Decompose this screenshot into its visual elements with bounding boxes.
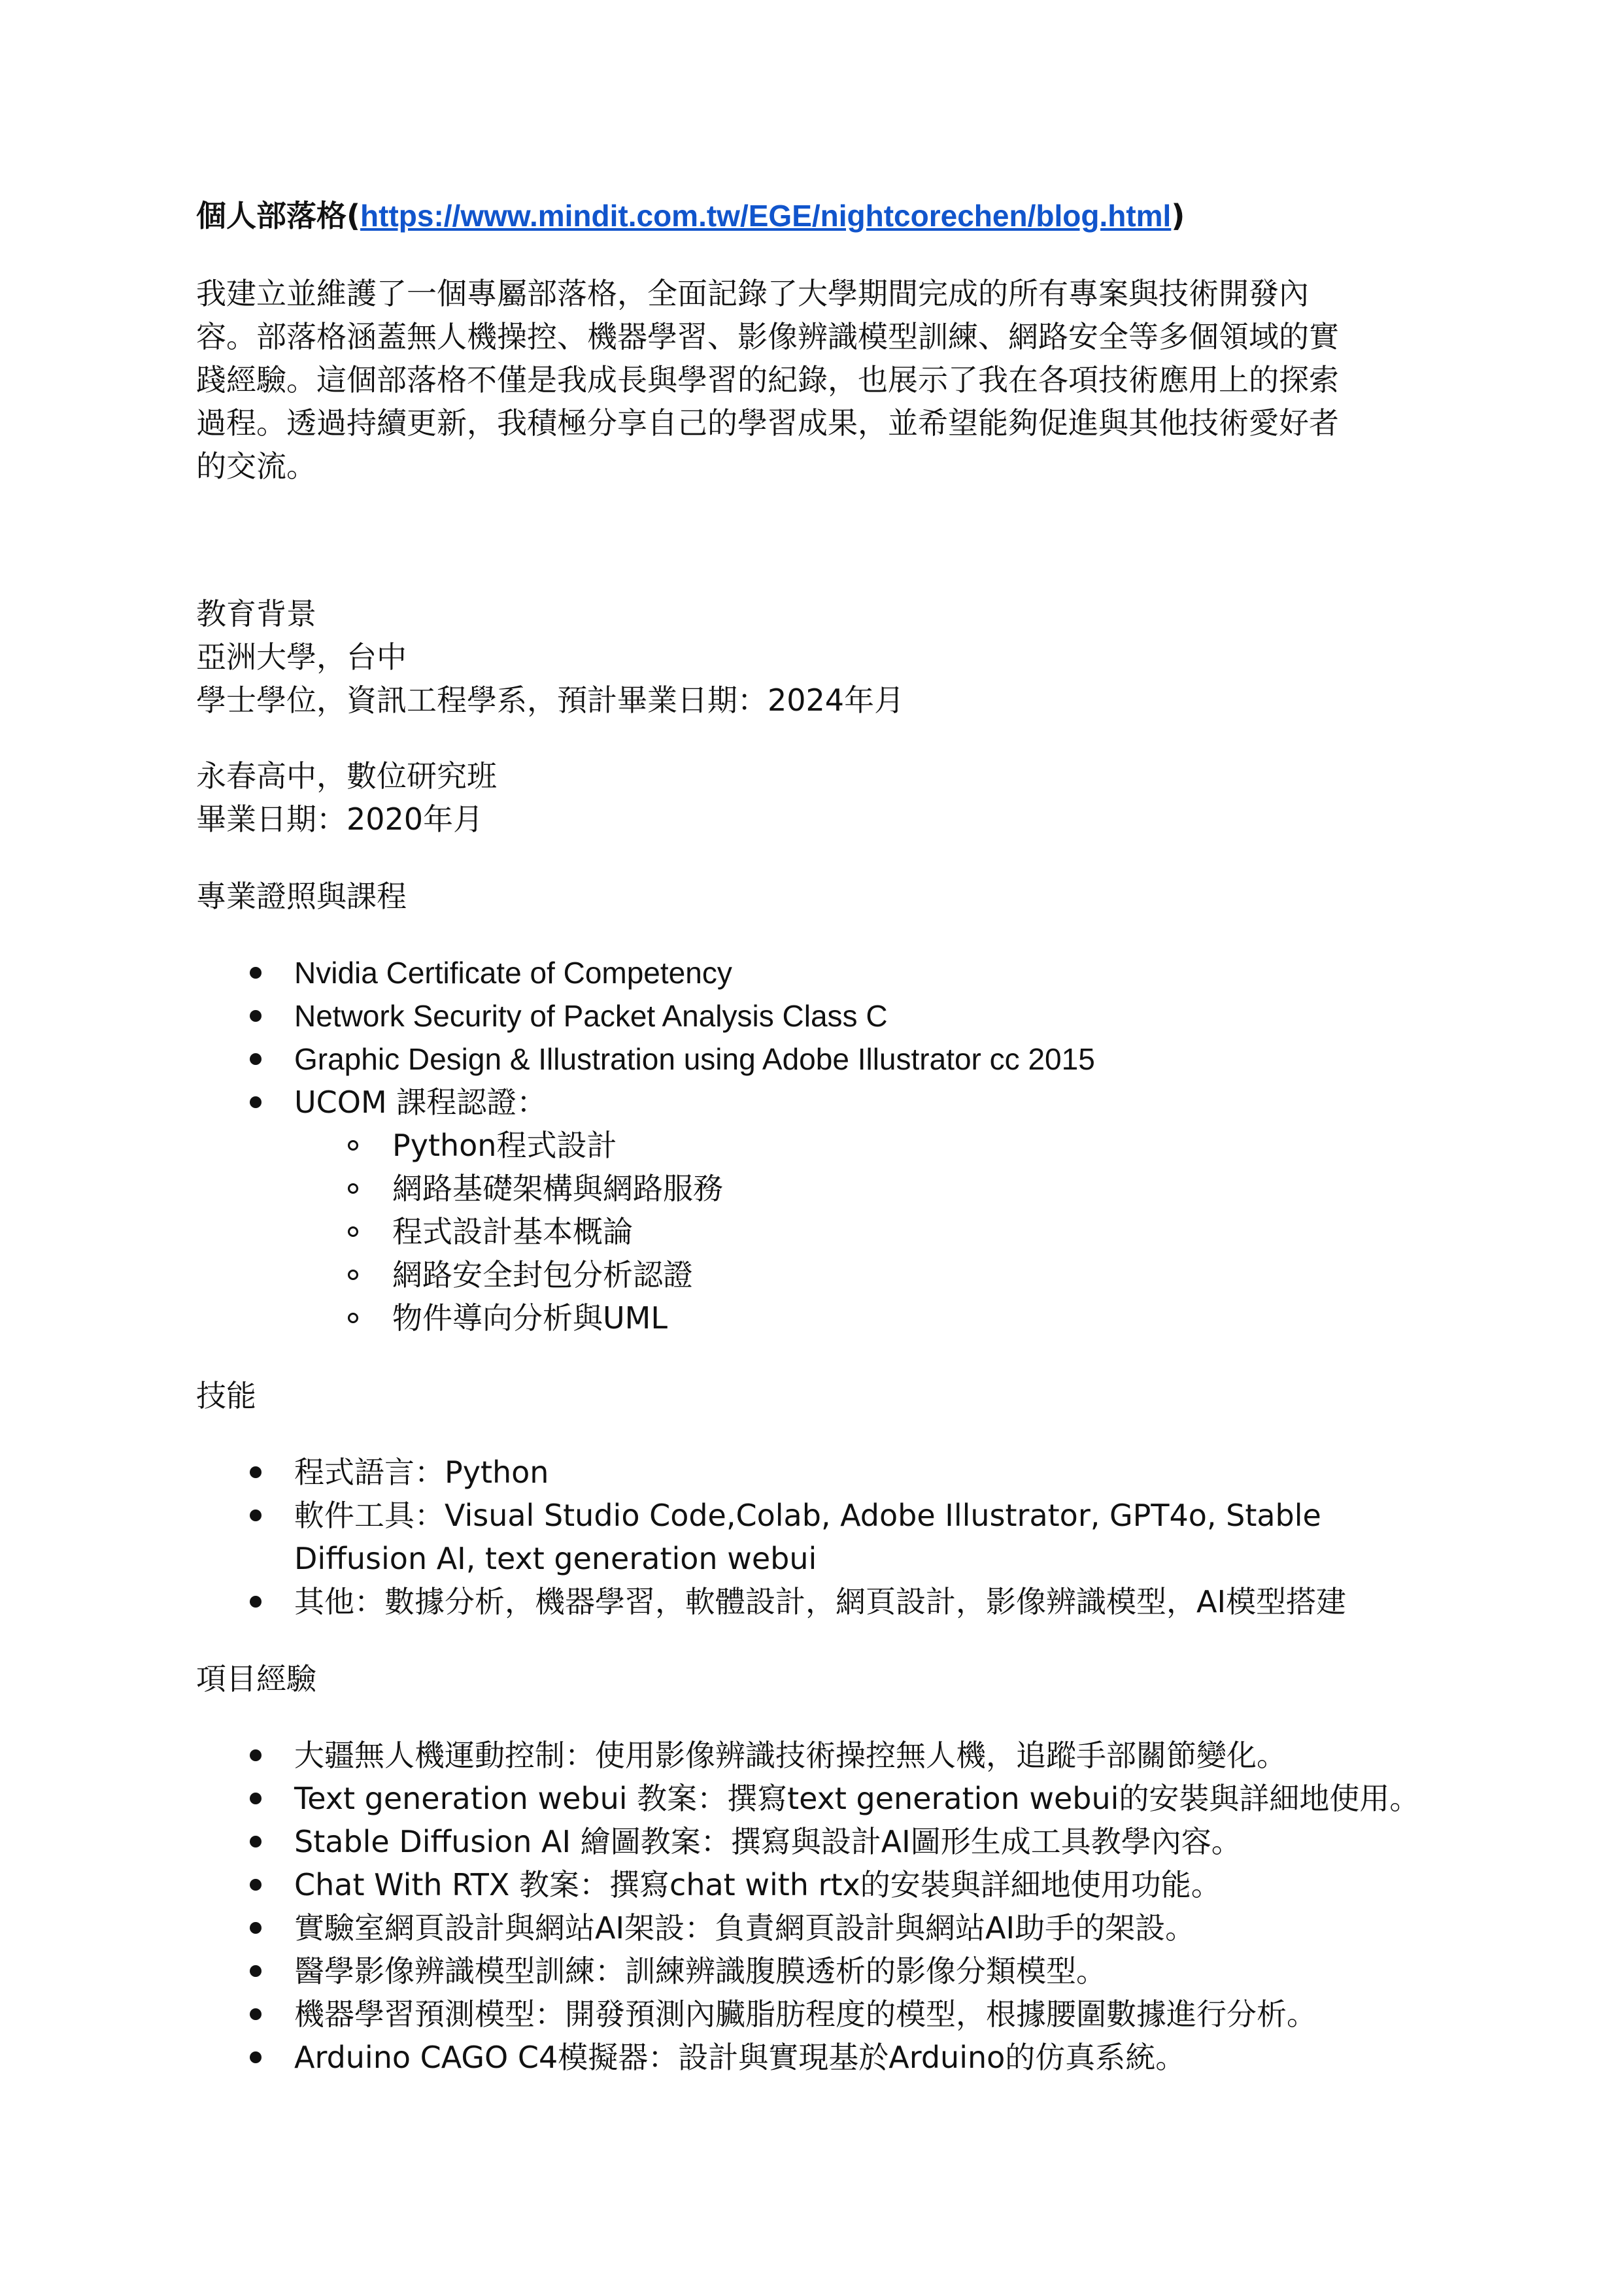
project-item: 大疆無人機運動控制：使用影像辨識技術操控無人機，追蹤手部關節變化。 [294,1738,1287,1773]
cert-item: Graphic Design & Illustration using Adobe Illustrator cc 2015 [294,1042,1095,1076]
education-title: 教育背景 [196,596,316,632]
blog-heading [196,194,1185,237]
project-item: Arduino CAGO C4模擬器：設計與實現基於Arduino的仿真系統。 [294,2040,1186,2075]
bullet-icon [250,1096,262,1108]
bullet-icon [250,1922,262,1934]
skill-item-other: 其他：數據分析，機器學習，軟體設計，網頁設計，影像辨識模型，AI模型搭建 [294,1584,1347,1619]
bullet-icon [250,2051,262,2063]
cert-sub-item: 物件導向分析與UML [392,1300,668,1336]
bullet-icon [250,1749,262,1761]
blog-paragraph-line: 過程。透過持續更新，我積極分享自己的學習成果，並希望能夠促進與其他技術愛好者 [196,405,1339,441]
cert-sub-item: 網路基礎架構與網路服務 [392,1171,723,1206]
blog-heading-suffix: ) [1171,198,1185,233]
cert-item: UCOM 課程認證： [294,1085,547,1120]
cert-sub-item: 網路安全封包分析認證 [392,1257,693,1292]
bullet-icon [250,1879,262,1891]
skill-item-tools-cont: Diffusion AI, text generation webui [294,1541,817,1576]
project-item: 實驗室網頁設計與網站AI架設：負責網頁設計與網站AI助手的架設。 [294,1910,1196,1946]
blog-paragraph-line: 我建立並維護了一個專屬部落格，全面記錄了大學期間完成的所有專案與技術開發內 [196,276,1309,311]
project-item: 醫學影像辨識模型訓練：訓練辨識腹膜透析的影像分類模型。 [294,1953,1106,1989]
sub-bullet-icon [348,1140,358,1151]
project-item: 機器學習預測模型：開發預測內臟脂肪程度的模型，根據腰圍數據進行分析。 [294,1997,1317,2032]
project-item: Chat With RTX 教案：撰寫chat with rtx的安裝與詳細地使用功能。 [294,1867,1221,1902]
certs-title: 專業證照與課程 [196,879,407,914]
project-item: Stable Diffusion AI 繪圖教案：撰寫與設計AI圖形生成工具教學內容。 [294,1824,1242,1859]
bullet-icon [250,1010,262,1022]
sub-bullet-icon [348,1270,358,1280]
blog-paragraph-line: 的交流。 [196,448,316,484]
sub-bullet-icon [348,1183,358,1194]
bullet-icon [250,2008,262,2020]
bullet-icon [250,1793,262,1804]
bullet-icon [250,1965,262,1977]
bullet-icon [250,1596,262,1608]
education-school-1: 亞洲大學，台中 [196,639,407,675]
project-item: Text generation webui 教案：撰寫text generation webui的安裝與詳細地使用。 [294,1781,1420,1816]
bullet-icon [250,967,262,979]
cert-sub-item: Python程式設計 [392,1128,617,1163]
sub-bullet-icon [348,1313,358,1323]
blog-heading-prefix: 個人部落格( [196,198,361,233]
bullet-icon [250,1466,262,1478]
blog-paragraph-line: 容。部落格涵蓋無人機操控、機器學習、影像辨識模型訓練、網路安全等多個領域的實 [196,319,1339,354]
cert-item: Network Security of Packet Analysis Class C [294,999,888,1033]
education-grad-2: 畢業日期：2020年月 [196,801,484,837]
skill-item-lang: 程式語言：Python [294,1455,549,1490]
skills-title: 技能 [196,1378,256,1413]
skill-item-tools: 軟件工具：Visual Studio Code,Colab, Adobe Illustrator, GPT4o, Stable [294,1498,1321,1533]
education-degree-1: 學士學位，資訊工程學系，預計畢業日期：2024年月 [196,683,905,718]
bullet-icon [250,1510,262,1521]
sub-bullet-icon [348,1226,358,1237]
cert-sub-item: 程式設計基本概論 [392,1214,633,1249]
bullet-icon [250,1053,262,1065]
projects-title: 項目經驗 [196,1661,316,1696]
bullet-icon [250,1836,262,1847]
blog-link[interactable]: https://www.mindit.com.tw/EGE/nightcorechen/blog.html [360,199,1172,233]
cert-item: Nvidia Certificate of Competency [294,956,732,990]
blog-paragraph-line: 踐經驗。這個部落格不僅是我成長與學習的紀錄，也展示了我在各項技術應用上的探索 [196,362,1339,397]
education-school-2: 永春高中，數位研究班 [196,758,497,794]
